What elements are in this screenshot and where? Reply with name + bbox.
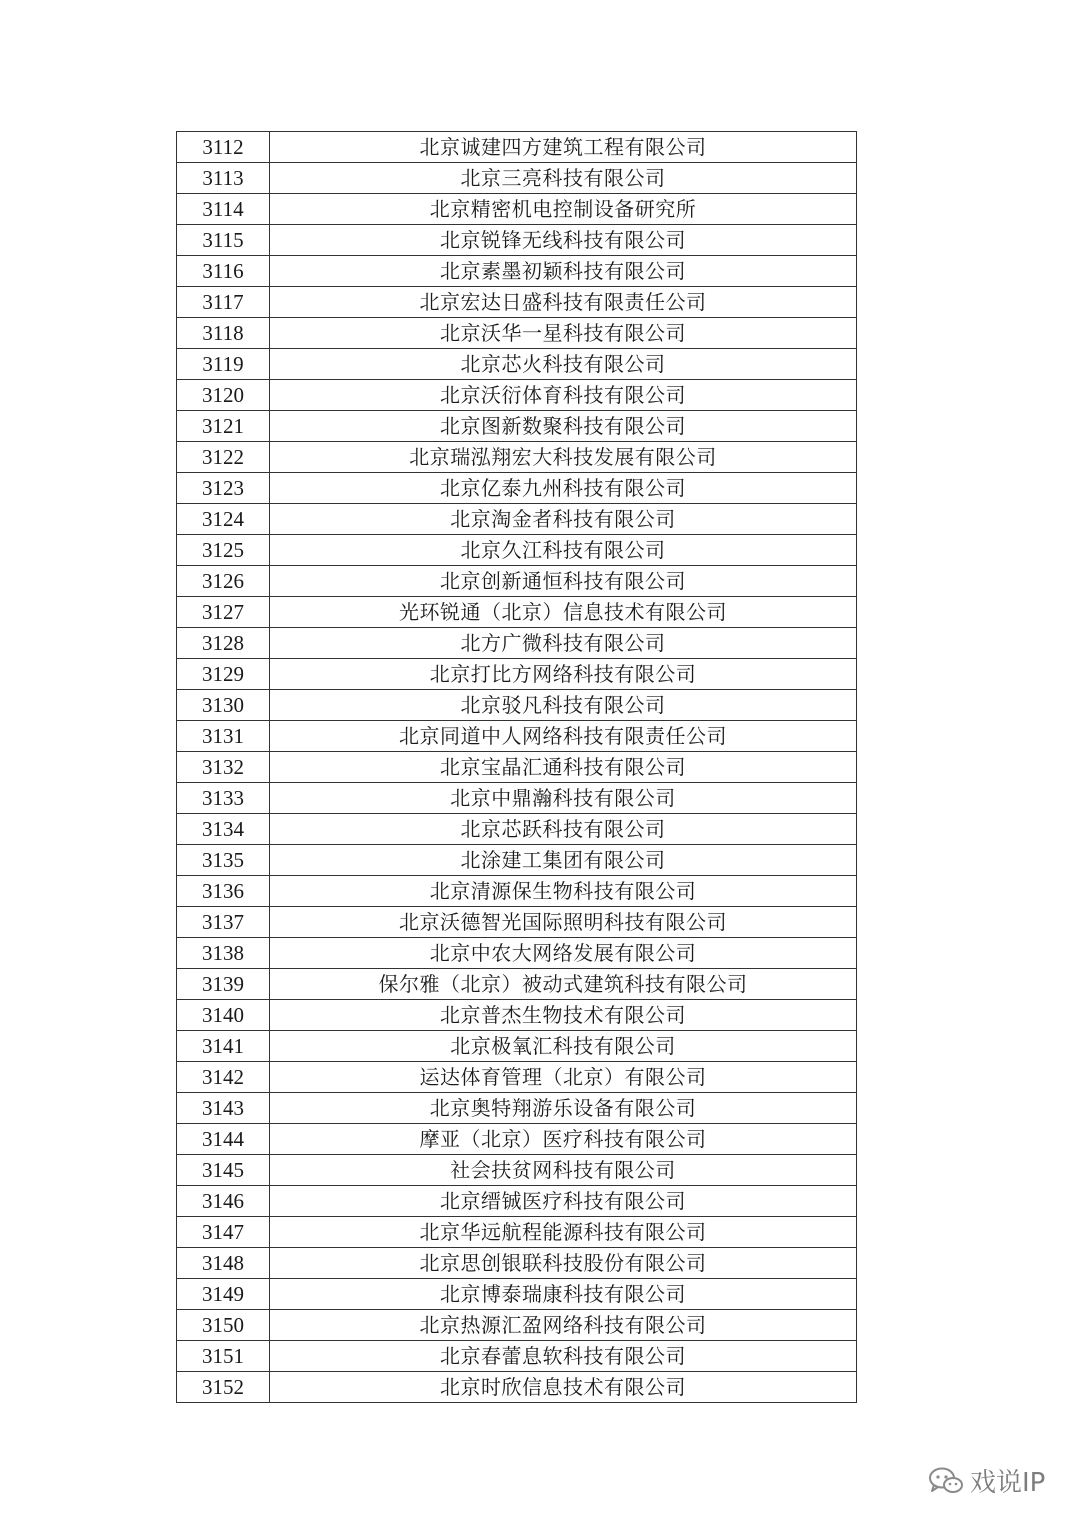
company-name: 北京打比方网络科技有限公司: [270, 659, 857, 690]
table-row: [177, 349, 857, 380]
table-row: [177, 659, 857, 690]
row-number: 3138: [177, 938, 270, 969]
table-row: [177, 969, 857, 1000]
table-row: [177, 1341, 857, 1372]
company-list-table: [176, 131, 857, 1403]
company-name: 北京时欣信息技术有限公司: [270, 1372, 857, 1403]
table-row: [177, 1031, 857, 1062]
company-name: 运达体育管理（北京）有限公司: [270, 1062, 857, 1093]
company-name: 北京淘金者科技有限公司: [270, 504, 857, 535]
company-name: 北京锐锋无线科技有限公司: [270, 225, 857, 256]
row-number: 3123: [177, 473, 270, 504]
row-number: 3127: [177, 597, 270, 628]
company-name: 北京驳凡科技有限公司: [270, 690, 857, 721]
table-row: [177, 721, 857, 752]
table-row: [177, 1279, 857, 1310]
company-name: 北京沃衍体育科技有限公司: [270, 380, 857, 411]
row-number: 3142: [177, 1062, 270, 1093]
company-name: 北京久江科技有限公司: [270, 535, 857, 566]
table-row: [177, 1248, 857, 1279]
company-name: 北京普杰生物技术有限公司: [270, 1000, 857, 1031]
company-name: 北京素墨初颖科技有限公司: [270, 256, 857, 287]
row-number: 3136: [177, 876, 270, 907]
table-row: [177, 1186, 857, 1217]
table-row: [177, 225, 857, 256]
table-row: [177, 628, 857, 659]
row-number: 3117: [177, 287, 270, 318]
company-name: 北京亿泰九州科技有限公司: [270, 473, 857, 504]
company-name: 北京芯跃科技有限公司: [270, 814, 857, 845]
company-name: 北京精密机电控制设备研究所: [270, 194, 857, 225]
wechat-icon: [928, 1466, 964, 1496]
company-name: 北京热源汇盈网络科技有限公司: [270, 1310, 857, 1341]
table-row: [177, 1372, 857, 1403]
table-row: [177, 535, 857, 566]
row-number: 3149: [177, 1279, 270, 1310]
row-number: 3122: [177, 442, 270, 473]
table-row: [177, 1310, 857, 1341]
row-number: 3134: [177, 814, 270, 845]
table-row: [177, 1062, 857, 1093]
company-name: 北涂建工集团有限公司: [270, 845, 857, 876]
row-number: 3135: [177, 845, 270, 876]
row-number: 3115: [177, 225, 270, 256]
table-row: [177, 380, 857, 411]
company-name: 北京宏达日盛科技有限责任公司: [270, 287, 857, 318]
row-number: 3131: [177, 721, 270, 752]
company-name: 北京瑞泓翔宏大科技发展有限公司: [270, 442, 857, 473]
watermark: [928, 1462, 1045, 1499]
table-row: [177, 938, 857, 969]
table-body: [177, 132, 857, 1403]
row-number: 3145: [177, 1155, 270, 1186]
table-row: [177, 1093, 857, 1124]
company-name: 北京中农大网络发展有限公司: [270, 938, 857, 969]
row-number: 3120: [177, 380, 270, 411]
row-number: 3143: [177, 1093, 270, 1124]
row-number: 3150: [177, 1310, 270, 1341]
company-name: 北京芯火科技有限公司: [270, 349, 857, 380]
row-number: 3137: [177, 907, 270, 938]
company-name: 北京博泰瑞康科技有限公司: [270, 1279, 857, 1310]
row-number: 3144: [177, 1124, 270, 1155]
table-row: [177, 1124, 857, 1155]
company-name: 北京极氧汇科技有限公司: [270, 1031, 857, 1062]
company-name: 北京图新数聚科技有限公司: [270, 411, 857, 442]
row-number: 3126: [177, 566, 270, 597]
company-name: 北京春蕾息软科技有限公司: [270, 1341, 857, 1372]
table-row: [177, 194, 857, 225]
company-name: 北京缙铖医疗科技有限公司: [270, 1186, 857, 1217]
table-row: [177, 876, 857, 907]
row-number: 3119: [177, 349, 270, 380]
row-number: 3141: [177, 1031, 270, 1062]
table-row: [177, 597, 857, 628]
row-number: 3116: [177, 256, 270, 287]
table-row: [177, 442, 857, 473]
company-name: 北京宝晶汇通科技有限公司: [270, 752, 857, 783]
table-row: [177, 318, 857, 349]
company-name: 社会扶贫网科技有限公司: [270, 1155, 857, 1186]
row-number: 3139: [177, 969, 270, 1000]
table-row: [177, 256, 857, 287]
row-number: 3140: [177, 1000, 270, 1031]
table-row: [177, 783, 857, 814]
table-row: [177, 566, 857, 597]
company-name: 北京清源保生物科技有限公司: [270, 876, 857, 907]
row-number: 3130: [177, 690, 270, 721]
row-number: 3132: [177, 752, 270, 783]
row-number: 3124: [177, 504, 270, 535]
row-number: 3151: [177, 1341, 270, 1372]
company-name: 北京诚建四方建筑工程有限公司: [270, 132, 857, 163]
company-name: 光环锐通（北京）信息技术有限公司: [270, 597, 857, 628]
table-row: [177, 287, 857, 318]
company-name: 北京沃华一星科技有限公司: [270, 318, 857, 349]
company-name: 北京奥特翔游乐设备有限公司: [270, 1093, 857, 1124]
row-number: 3147: [177, 1217, 270, 1248]
company-name: 保尔雅（北京）被动式建筑科技有限公司: [270, 969, 857, 1000]
table-row: [177, 690, 857, 721]
row-number: 3112: [177, 132, 270, 163]
row-number: 3148: [177, 1248, 270, 1279]
company-name: 北京沃德智光国际照明科技有限公司: [270, 907, 857, 938]
table-row: [177, 1000, 857, 1031]
row-number: 3129: [177, 659, 270, 690]
watermark-text: 戏说IP: [970, 1468, 1046, 1498]
row-number: 3125: [177, 535, 270, 566]
table-row: [177, 473, 857, 504]
table-row: [177, 411, 857, 442]
company-name: 北京创新通恒科技有限公司: [270, 566, 857, 597]
table-row: [177, 504, 857, 535]
company-name: 北方广微科技有限公司: [270, 628, 857, 659]
table-row: [177, 1155, 857, 1186]
company-name: 北京三亮科技有限公司: [270, 163, 857, 194]
table-row: [177, 132, 857, 163]
table-row: [177, 163, 857, 194]
row-number: 3133: [177, 783, 270, 814]
company-name: 北京思创银联科技股份有限公司: [270, 1248, 857, 1279]
row-number: 3114: [177, 194, 270, 225]
row-number: 3118: [177, 318, 270, 349]
company-name: 摩亚（北京）医疗科技有限公司: [270, 1124, 857, 1155]
table-row: [177, 752, 857, 783]
row-number: 3146: [177, 1186, 270, 1217]
company-name: 北京中鼎瀚科技有限公司: [270, 783, 857, 814]
row-number: 3121: [177, 411, 270, 442]
table-row: [177, 845, 857, 876]
row-number: 3113: [177, 163, 270, 194]
table-row: [177, 814, 857, 845]
table-row: [177, 907, 857, 938]
row-number: 3152: [177, 1372, 270, 1403]
company-name: 北京同道中人网络科技有限责任公司: [270, 721, 857, 752]
row-number: 3128: [177, 628, 270, 659]
table-row: [177, 1217, 857, 1248]
company-name: 北京华远航程能源科技有限公司: [270, 1217, 857, 1248]
